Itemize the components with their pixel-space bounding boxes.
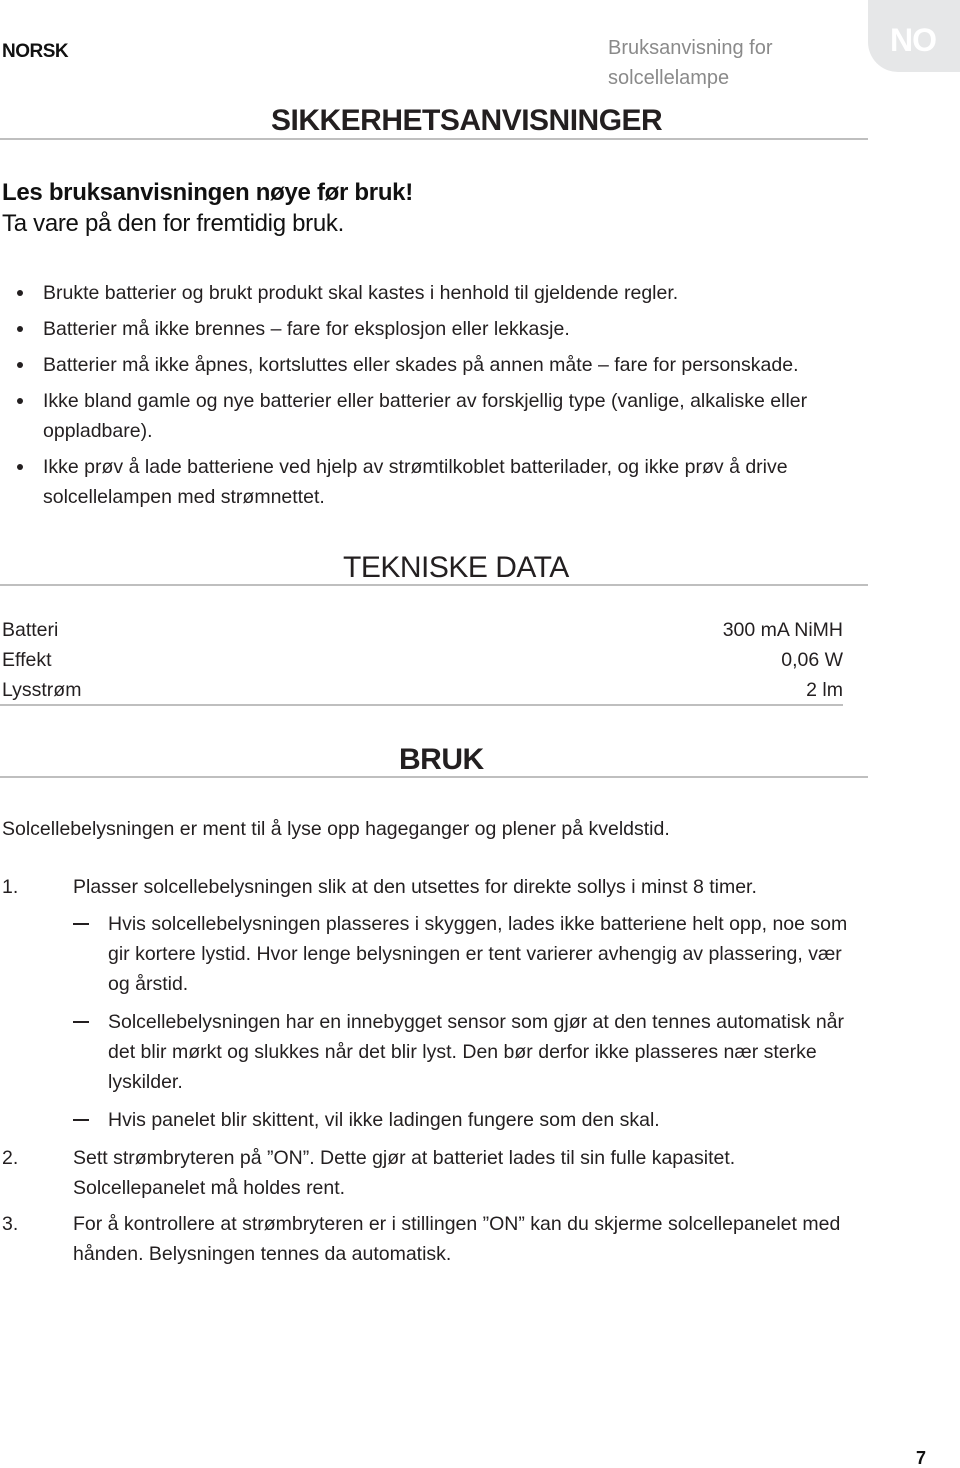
usage-heading: BRUK — [399, 743, 484, 776]
sub-item-text: Hvis panelet blir skittent, vil ikke ladingen fungere som den skal. — [108, 1109, 660, 1131]
dash-icon — [73, 1119, 89, 1121]
spec-value: 0,06 W — [781, 649, 843, 671]
spec-row — [2, 615, 843, 645]
step-text: For å kontrollere at strømbryteren er i stillingen ”ON” kan du skjerme solcellepanelet med hånden. Belysningen tennes da automatisk. — [73, 1213, 841, 1265]
safety-list — [0, 278, 860, 518]
safety-heading-rule — [0, 138, 868, 140]
spec-value: 2 lm — [806, 679, 843, 701]
language-label: NORSK — [2, 41, 69, 62]
dash-icon — [73, 923, 89, 925]
usage-heading-rule — [0, 776, 868, 778]
list-item — [0, 350, 860, 380]
spec-table-rule — [0, 704, 843, 706]
step-number: 3. — [2, 1213, 19, 1235]
spec-label: Effekt — [2, 649, 52, 671]
bullet-icon — [17, 464, 23, 470]
safety-heading: SIKKERHETSANVISNINGER — [271, 104, 663, 137]
bullet-icon — [17, 398, 23, 404]
sub-item-text: Solcellebelysningen har en innebygget sensor som gjør at den tennes automatisk når det blir mørkt og slukkes når det blir lyst. Den bør derfor ikke plasseres nær sterke lyskilder. — [108, 1011, 845, 1093]
usage-intro: Solcellebelysningen er ment til å lyse opp hageganger og plener på kveldstid. — [2, 818, 670, 840]
warning-bold: Les bruksanvisningen nøye før bruk! — [2, 179, 413, 206]
step-text: Plasser solcellebelysningen slik at den utsettes for direkte sollys i minst 8 timer. — [73, 876, 757, 898]
spec-row — [2, 645, 843, 675]
step-item — [2, 872, 867, 1135]
step-sub-list — [73, 909, 867, 1135]
bullet-icon — [17, 326, 23, 332]
tech-heading-rule — [0, 584, 868, 586]
list-item — [0, 314, 860, 344]
sub-item — [73, 1105, 867, 1135]
list-item-text: Ikke prøv å lade batteriene ved hjelp av strømtilkoblet batterilader, og ikke prøv å drive solcellelampen med strømnettet. — [43, 456, 788, 508]
spec-value: 300 mA NiMH — [722, 619, 843, 641]
bullet-icon — [17, 290, 23, 296]
step-text: Sett strømbryteren på ”ON”. Dette gjør at batteriet lades til sin fulle kapasitet. Solcellepanelet må holdes rent. — [73, 1147, 736, 1199]
language-tab — [868, 0, 960, 72]
list-item — [0, 386, 860, 446]
list-item-text: Brukte batterier og brukt produkt skal kastes i henhold til gjeldende regler. — [43, 282, 679, 304]
page-number: 7 — [916, 1448, 927, 1468]
step-number: 1. — [2, 876, 19, 898]
tech-heading: TEKNISKE DATA — [343, 551, 569, 584]
list-item — [0, 452, 860, 512]
spec-label: Lysstrøm — [2, 679, 82, 701]
step-item — [2, 1209, 867, 1269]
step-number: 2. — [2, 1147, 19, 1169]
list-item-text: Batterier må ikke åpnes, kortsluttes eller skades på annen måte – fare for personskade. — [43, 354, 799, 376]
spec-row — [2, 675, 843, 705]
bullet-icon — [17, 362, 23, 368]
sub-item — [73, 1007, 867, 1097]
list-item-text: Batterier må ikke brennes – fare for eksplosjon eller lekkasje. — [43, 318, 570, 340]
step-item — [2, 1143, 867, 1203]
list-item-text: Ikke bland gamle og nye batterier eller batterier av forskjellig type (vanlige, alkaliske eller oppladbare). — [43, 390, 808, 442]
spec-table — [2, 615, 843, 705]
dash-icon — [73, 1021, 89, 1023]
list-item — [0, 278, 860, 308]
spec-label: Batteri — [2, 619, 59, 641]
usage-steps — [2, 872, 867, 1275]
sub-item-text: Hvis solcellebelysningen plasseres i skyggen, lades ikke batteriene helt opp, noe som gir kortere lystid. Hvor lenge belysningen er tent varierer avhengig av plassering, vær og årstid. — [108, 913, 848, 995]
language-tab-label: NO — [890, 22, 936, 58]
sub-item — [73, 909, 867, 999]
warning-sub: Ta vare på den for fremtidig bruk. — [2, 210, 344, 237]
document-title: Bruksanvisning for solcellelampe — [608, 37, 773, 89]
